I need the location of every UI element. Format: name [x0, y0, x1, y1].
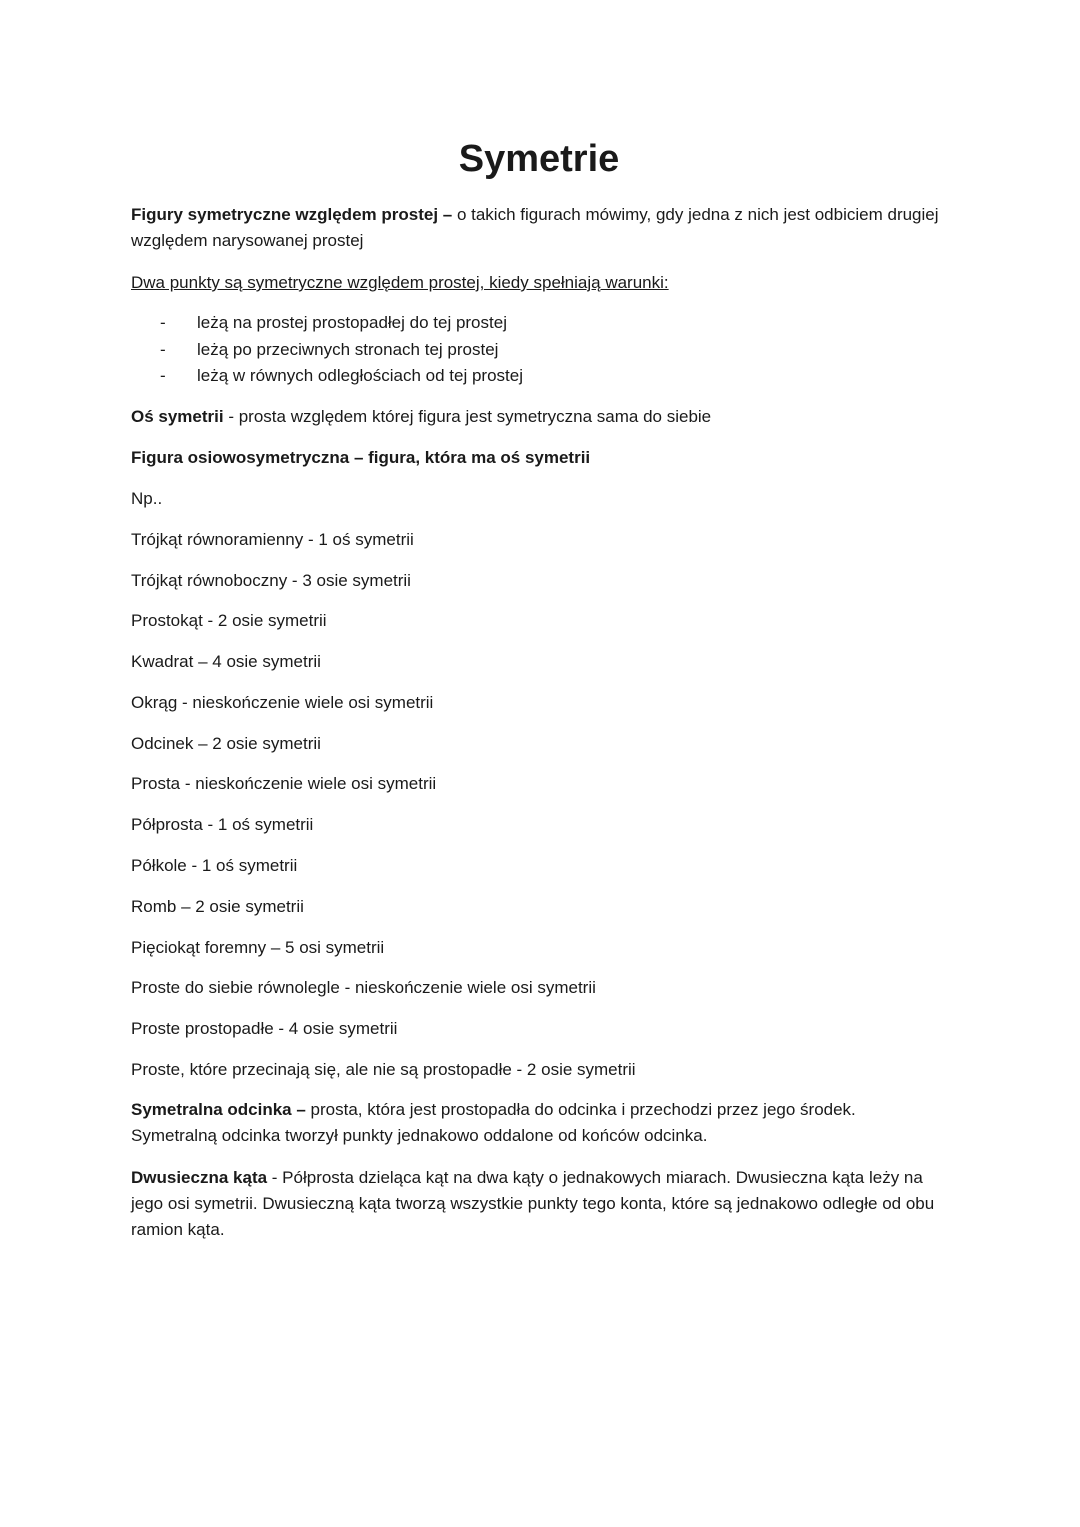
bullet-dash: -	[160, 313, 166, 332]
example-line: Proste do siebie równolegle - nieskończenie wiele osi symetrii	[131, 978, 596, 997]
definition-term: Figury symetryczne względem prostej –	[131, 205, 453, 224]
example-line: Prostokąt - 2 osie symetrii	[131, 611, 327, 630]
definition-term: Symetralna odcinka –	[131, 1100, 306, 1119]
definition-text: prosta, która jest prostopadła do odcinka i przechodzi przez jego środek. Symetralną odcinka tworzył punkty jednakowo oddalone od końców odcinka.	[131, 1100, 856, 1145]
definition-text: - Półprosta dzieląca kąt na dwa kąty o jednakowych miarach. Dwusieczna kąta leży na jego osi symetrii. Dwusieczną kąta tworzą wszystkie punkty tego konta, które są jednakowo odległe od obu ramion kąta.	[131, 1168, 935, 1239]
bullet-dash: -	[160, 339, 166, 359]
list-item-text: leżą po przeciwnych stronach tej prostej	[197, 339, 499, 359]
definition-os-symetrii	[131, 404, 711, 430]
definition-symetralna-odcinka	[131, 1097, 946, 1149]
list-item	[131, 337, 523, 364]
page-title: Symetrie	[458, 138, 620, 180]
example-line: Półkole - 1 oś symetrii	[131, 856, 298, 875]
example-line: Kwadrat – 4 osie symetrii	[131, 652, 321, 671]
example-line: Okrąg - nieskończenie wiele osi symetrii	[131, 693, 434, 712]
definition-dwusieczna-kata	[131, 1165, 946, 1243]
example-line: Pięciokąt foremny – 5 osi symetrii	[131, 938, 385, 957]
example-line: Proste, które przecinają się, ale nie są prostopadłe - 2 osie symetrii	[131, 1060, 636, 1079]
list-item	[131, 310, 523, 337]
example-line: Półprosta - 1 oś symetrii	[131, 815, 314, 834]
example-line: Trójkąt równoramienny - 1 oś symetrii	[131, 530, 414, 549]
definition-text: o takich figurach mówimy, gdy jedna z nich jest odbiciem drugiej względem narysowanej prostej	[131, 205, 939, 250]
list-item-text: leżą na prostej prostopadłej do tej prostej	[197, 313, 507, 332]
conditions-heading: Dwa punkty są symetryczne względem prostej, kiedy spełniają warunki:	[131, 273, 669, 292]
list-item	[131, 363, 523, 390]
example-line: Romb – 2 osie symetrii	[131, 897, 304, 916]
bullet-dash: -	[160, 366, 166, 385]
definition-figura-osiowosymetryczna: Figura osiowosymetryczna – figura, która ma oś symetrii	[131, 448, 591, 467]
list-item-text: leżą w równych odległościach od tej prostej	[197, 366, 524, 385]
definition-term: Dwusieczna kąta	[131, 1168, 268, 1187]
example-line: Trójkąt równoboczny - 3 osie symetrii	[131, 571, 411, 590]
examples-intro: Np..	[131, 489, 163, 508]
example-line: Proste prostopadłe - 4 osie symetrii	[131, 1019, 398, 1038]
definition-term: Oś symetrii	[131, 407, 224, 426]
definition-figury-symetryczne	[131, 202, 941, 254]
conditions-list	[131, 310, 523, 390]
example-line: Prosta - nieskończenie wiele osi symetrii	[131, 774, 437, 793]
example-line: Odcinek – 2 osie symetrii	[131, 734, 321, 753]
definition-text: - prosta względem której figura jest symetryczna sama do siebie	[223, 407, 712, 426]
